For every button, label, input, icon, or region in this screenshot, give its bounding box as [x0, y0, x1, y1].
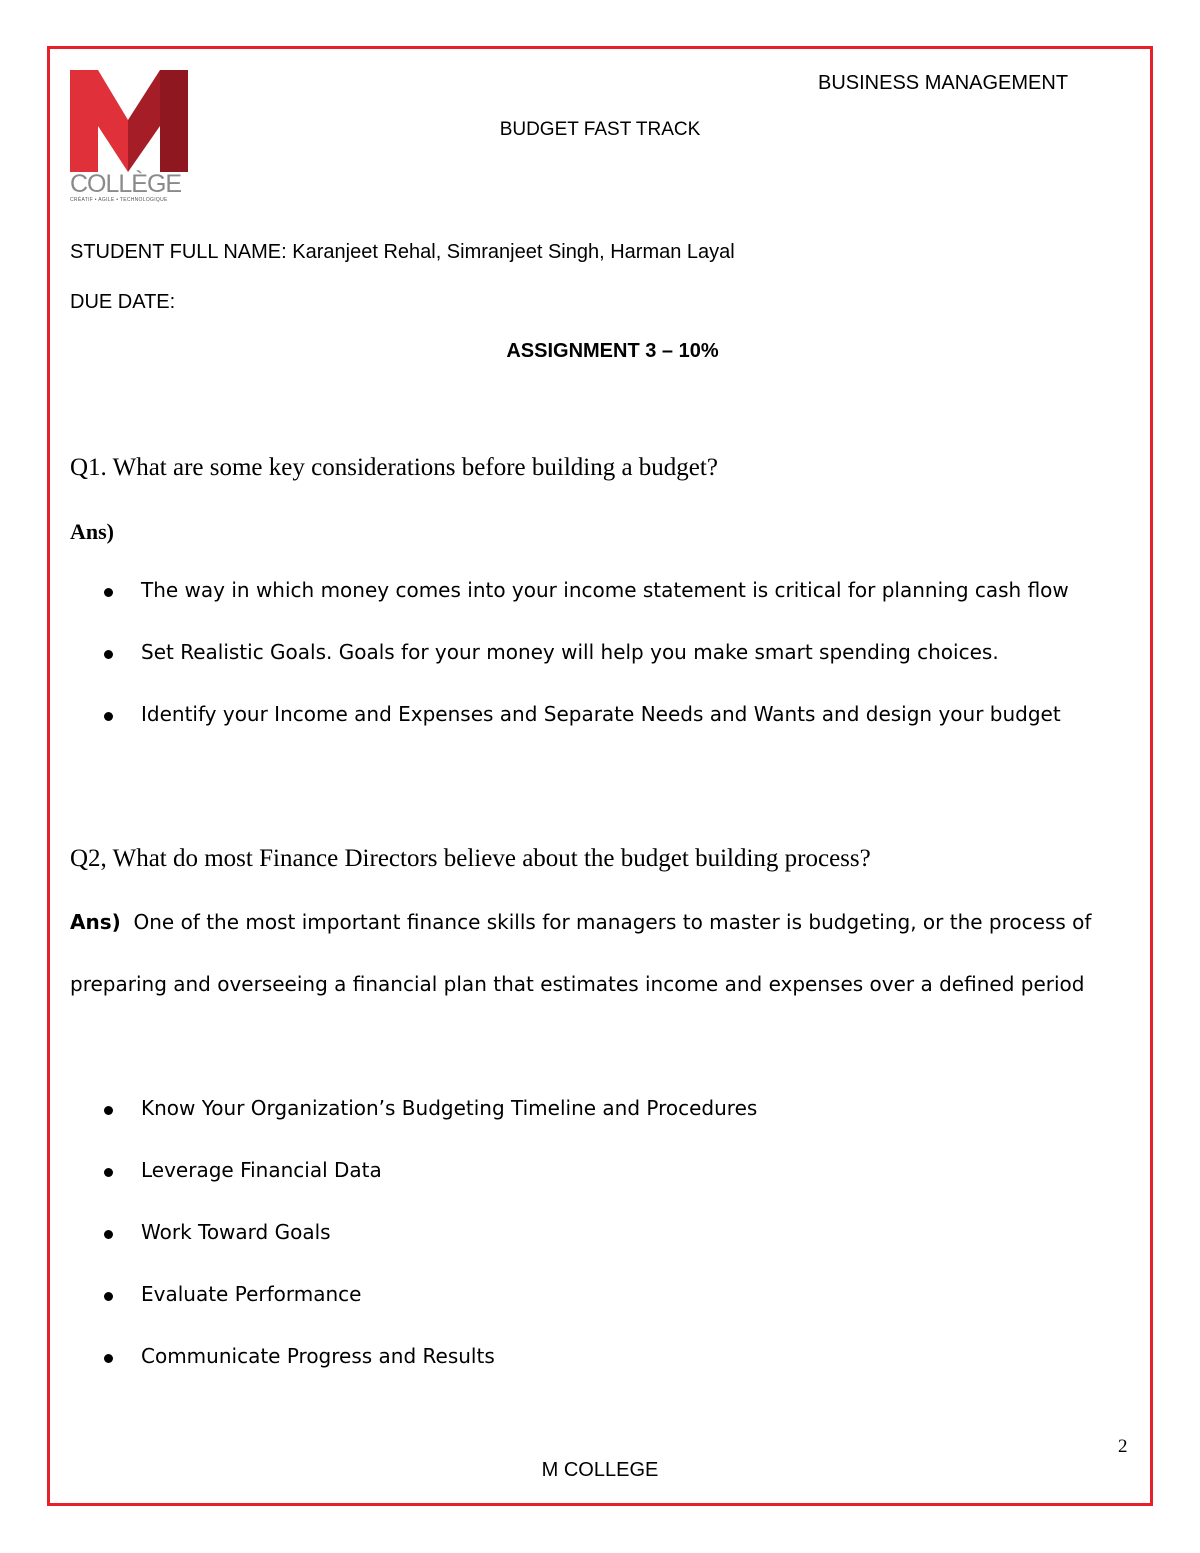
student-name-label: STUDENT FULL NAME: — [70, 241, 287, 263]
bullet-icon — [104, 1168, 113, 1177]
logo-tagline: CRÉATIF • AGILE • TECHNOLOGIQUE — [70, 197, 168, 203]
program-name: BUSINESS MANAGEMENT — [818, 72, 1069, 94]
list-item-text: The way in which money comes into your income statement is critical for planning cash flow — [141, 578, 1069, 602]
answer-2-label: Ans) — [70, 910, 121, 934]
logo-wordmark: COLLÈGE — [70, 170, 182, 198]
bullet-icon — [104, 1230, 113, 1239]
student-name-value: Karanjeet Rehal, Simranjeet Singh, Harman Layal — [292, 241, 735, 263]
list-item-text: Identify your Income and Expenses and Separate Needs and Wants and design your budget — [141, 702, 1061, 726]
answer-1-label: Ans) — [70, 519, 115, 544]
course-title: BUDGET FAST TRACK — [499, 119, 701, 140]
bullet-icon — [104, 712, 113, 721]
page-number: 2 — [1118, 1436, 1128, 1457]
bullet-icon — [104, 1354, 113, 1363]
assignment-title: ASSIGNMENT 3 – 10% — [506, 340, 719, 362]
bullet-icon — [104, 650, 113, 659]
due-date-label: DUE DATE: — [70, 291, 176, 313]
list-item-text: Evaluate Performance — [141, 1282, 362, 1306]
answer-2-text-1: One of the most important finance skills for managers to master is budgeting, or the process of — [133, 910, 1092, 934]
list-item-text: Work Toward Goals — [141, 1220, 331, 1244]
list-item-text: Know Your Organization’s Budgeting Timeline and Procedures — [141, 1096, 758, 1120]
answer-2-line-1 — [70, 910, 1130, 934]
list-item-text: Communicate Progress and Results — [141, 1344, 495, 1368]
list-item-text: Leverage Financial Data — [141, 1158, 382, 1182]
student-name-line — [70, 241, 735, 264]
bullet-icon — [104, 1106, 113, 1115]
bullet-icon — [104, 1292, 113, 1301]
footer-college: M COLLEGE — [541, 1459, 659, 1481]
question-2: Q2, What do most Finance Directors believe about the budget building process? — [70, 845, 871, 872]
bullet-icon — [104, 588, 113, 597]
question-1: Q1. What are some key considerations before building a budget? — [70, 454, 718, 481]
answer-2-line-2: preparing and overseeing a financial plan that estimates income and expenses over a defined period — [70, 972, 1085, 996]
list-item-text: Set Realistic Goals. Goals for your money will help you make smart spending choices. — [141, 640, 999, 664]
